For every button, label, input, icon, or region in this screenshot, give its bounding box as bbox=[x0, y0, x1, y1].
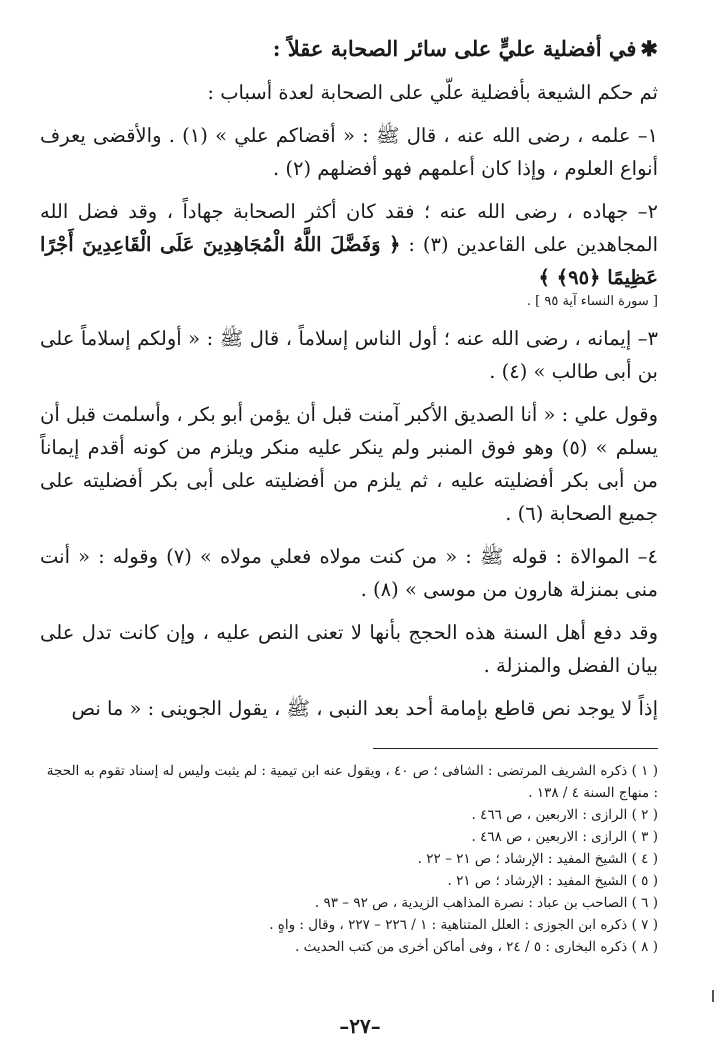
paragraph-jihad-text: ٢– جهاده ، رضى الله عنه ؛ فقد كان أكثر الصحابة جهاداً ، وقد فضل الله المجاهدين على القاعدين (٣) : bbox=[40, 200, 658, 256]
heading-star-icon: ✱ bbox=[640, 36, 658, 61]
footnote-7: ( ٧ ) ذكره ابن الجوزى : العلل المتناهية : ١ / ٢٢٦ – ٢٢٧ ، وقال : واهٍ . bbox=[269, 917, 658, 933]
footnote-5: ( ٥ ) الشيخ المفيد : الإرشاد ؛ ص ٢١ . bbox=[447, 873, 658, 889]
section-heading bbox=[40, 34, 658, 64]
paragraph-faith: ٣– إيمانه ، رضى الله عنه ؛ أول الناس إسلاماً ، قال ﷺ : « أولكم إسلاماً على بن أبى طالب » (٤) . bbox=[40, 327, 658, 383]
scan-edge-mark bbox=[712, 990, 714, 1002]
quran-verse: ﴿ وَفَضَّلَ اللَّهُ الْمُجَاهِدِينَ عَلَى الْقَاعِدِينَ أَجْرًا عَظِيمًا ﴿٩٥﴾ ﴾ bbox=[40, 233, 658, 289]
footnote-separator bbox=[373, 748, 658, 749]
footnote-1: ( ١ ) ذكره الشريف المرتضى : الشافى ؛ ص ٤٠ ، ويقول عنه ابن تيمية : لم يثبت وليس له إسناد تقوم به الحجة : منهاج السنة ٤ / ١٣٨ . bbox=[46, 763, 658, 801]
footnote-4: ( ٤ ) الشيخ المفيد : الإرشاد ؛ ص ٢١ – ٢٢ . bbox=[417, 851, 658, 867]
quran-reference: [ سورة النساء آية ٩٥ ] . bbox=[526, 294, 658, 309]
paragraph-ali-saying: وقول علي : « أنا الصديق الأكبر آمنت قبل أن يؤمن أبو بكر ، وأسلمت قبل أن يسلم » (٥) وهو فوق المنبر ولم ينكر عليه منكر ويلزم من كونه أقدم إيماناً من أبى بكر أفضليته عليه ، ثم يلزم من أفضليته على أبى بكر أفضليته على جميع الصحابة (٦) . bbox=[40, 403, 658, 525]
paragraph-loyalty: ٤– الموالاة : قوله ﷺ : « من كنت مولاه فعلي مولاه » (٧) وقوله : « أنت منى بمنزلة هارون من موسى » (٨) . bbox=[40, 545, 658, 601]
paragraph-knowledge: ١– علمه ، رضى الله عنه ، قال ﷺ : « أقضاكم علي » (١) . والأقضى يعرف أنواع العلوم ، وإذا كان أعلمهم فهو أفضلهم (٢) . bbox=[40, 124, 658, 180]
footnotes bbox=[40, 760, 658, 958]
heading-text: في أفضلية عليٍّ على سائر الصحابة عقلاً : bbox=[272, 36, 637, 61]
footnote-2: ( ٢ ) الرازى : الاربعين ، ص ٤٦٦ . bbox=[471, 807, 658, 823]
paragraph-intro: ثم حكم الشيعة بأفضلية علّي على الصحابة لعدة أسباب : bbox=[207, 81, 658, 104]
footnote-6: ( ٦ ) الصاحب بن عباد : نصرة المذاهب الزيدية ، ص ٩٢ – ٩٣ . bbox=[314, 895, 658, 911]
page-number: –٢٧– bbox=[339, 1014, 381, 1038]
footnote-8: ( ٨ ) ذكره البخارى : ٥ / ٢٤ ، وفى أماكن أخرى من كتب الحديث . bbox=[295, 939, 658, 955]
paragraph-sunni-response: وقد دفع أهل السنة هذه الحجج بأنها لا تعنى النص عليه ، وإن كانت تدل على بيان الفضل والمنزلة . bbox=[40, 621, 658, 677]
paragraph-jihad bbox=[40, 195, 658, 312]
paragraph-no-text: إذاً لا يوجد نص قاطع بإمامة أحد بعد النبى ، ﷺ ، يقول الجوينى : « ما نص bbox=[71, 697, 658, 720]
footnote-3: ( ٣ ) الرازى : الاربعين ، ص ٤٦٨ . bbox=[471, 829, 658, 845]
